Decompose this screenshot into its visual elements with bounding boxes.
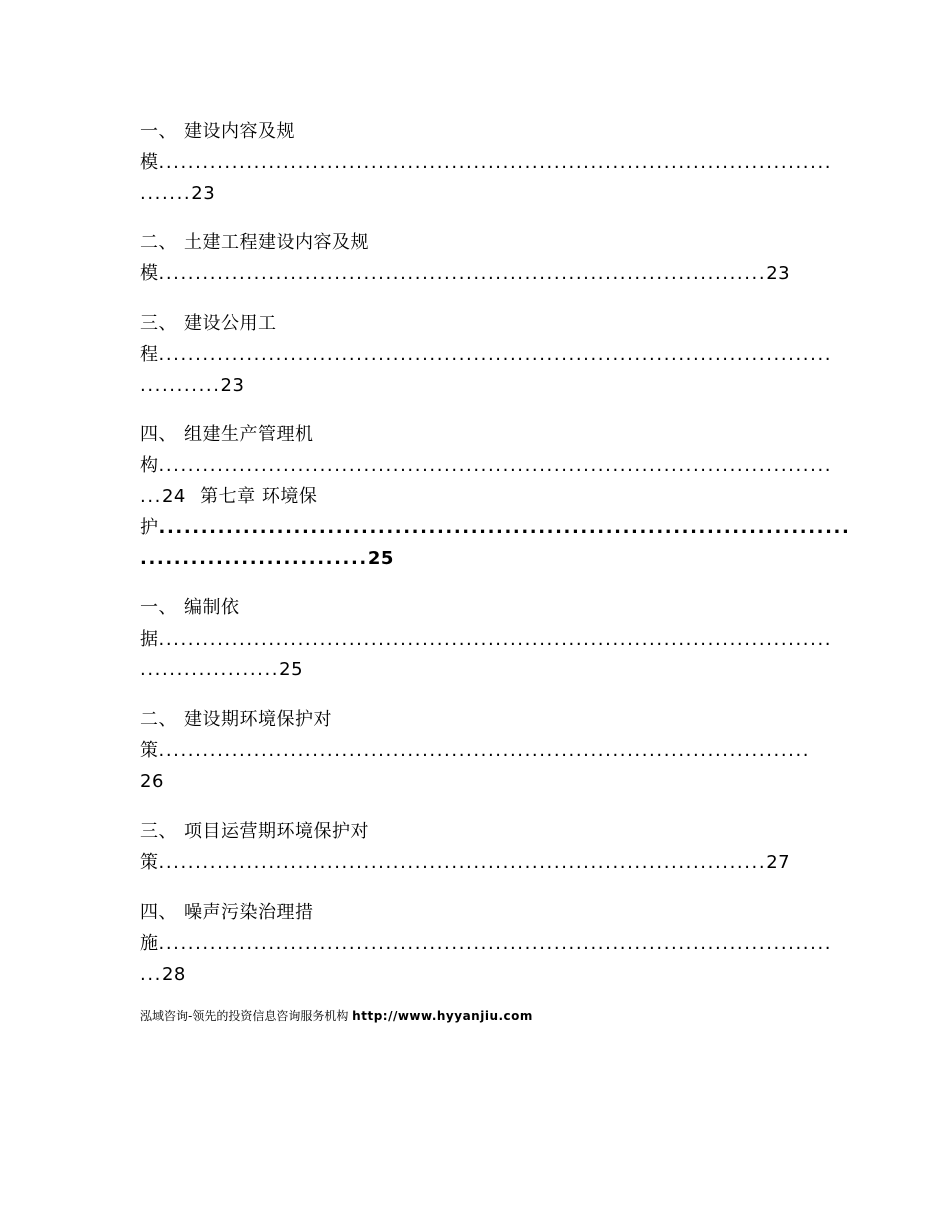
toc-leader-dots: ...................................................................................: [158, 263, 767, 284]
toc-chapter-title: 第七章 环境保: [200, 486, 318, 507]
footer-link[interactable]: http://www.hyyanjiu.com: [352, 1009, 533, 1023]
toc-entry-label-continued: 程: [140, 344, 159, 365]
toc-leader-dots: ............................................................................................: [158, 152, 833, 173]
toc-entry-title: [140, 817, 369, 847]
toc-entry-page-number[interactable]: 27: [766, 852, 791, 873]
toc-entry-label: 建设公用工: [184, 313, 277, 334]
toc-entry-label-continued: 策: [140, 852, 159, 873]
toc-leader-dots: ...........................: [140, 548, 368, 569]
toc-entry-page-number[interactable]: 23: [766, 263, 791, 284]
toc-chapter-leader: [140, 513, 850, 543]
toc-entry-page-number[interactable]: 26: [140, 771, 164, 792]
toc-entry-page-line: [140, 655, 303, 685]
toc-entry-page-number[interactable]: 25: [367, 548, 394, 569]
toc-leader-dots: ...................: [140, 659, 280, 680]
toc-entry-page-number[interactable]: 23: [191, 183, 216, 204]
toc-leader-dots: ...: [140, 486, 162, 507]
toc-leader-dots: ...................................................................................: [158, 852, 767, 873]
toc-entry-number: 四、: [140, 902, 177, 923]
toc-entry-page-number[interactable]: 25: [279, 659, 304, 680]
toc-entry-title: [140, 593, 240, 623]
toc-entry-leader: [140, 736, 810, 766]
toc-entry-leader: [140, 625, 832, 655]
footer-text: 泓域咨询-领先的投资信息咨询服务机构: [140, 1009, 349, 1023]
toc-entry-leader: [140, 148, 832, 178]
page-footer: [140, 1005, 533, 1027]
toc-entry-label: 土建工程建设内容及规: [184, 232, 369, 253]
toc-entry-number: 一、: [140, 121, 177, 142]
toc-leader-dots: ............................................................................................: [158, 629, 833, 650]
toc-entry-label-continued: 模: [140, 263, 159, 284]
toc-entry-page-line: [140, 371, 244, 401]
toc-entry-page-line: [140, 767, 164, 797]
toc-entry-page-line: [140, 179, 215, 209]
toc-entry-page-number[interactable]: 28: [161, 964, 186, 985]
toc-entry-title: [140, 705, 332, 735]
toc-entry-leader: [140, 848, 790, 878]
toc-leader-dots: ..................................................................................: [158, 517, 851, 538]
toc-leader-dots: ............................................................................................: [158, 344, 833, 365]
toc-entry-number: 二、: [140, 232, 177, 253]
toc-entry-label: 编制依: [184, 597, 240, 618]
toc-entry-title: [140, 228, 369, 258]
toc-entry-label-continued: 据: [140, 629, 159, 650]
toc-entry-label-continued: 模: [140, 152, 159, 173]
toc-entry-page-line: [140, 482, 317, 512]
toc-entry-leader: [140, 929, 832, 959]
toc-entry-label-continued: 策: [140, 740, 159, 761]
toc-chapter-page-line: [140, 544, 394, 574]
toc-leader-dots: ...........: [140, 375, 221, 396]
toc-entry-number: 二、: [140, 709, 177, 730]
toc-entry-label: 建设期环境保护对: [184, 709, 332, 730]
toc-entry-label-continued: 构: [140, 455, 159, 476]
toc-entry-title: [140, 117, 295, 147]
toc-leader-dots: ............................................................................................: [158, 933, 833, 954]
toc-entry-page-number[interactable]: 24: [161, 486, 186, 507]
toc-entry-title: [140, 898, 314, 928]
toc-entry-label: 组建生产管理机: [184, 424, 314, 445]
toc-entry-leader: [140, 259, 790, 289]
toc-leader-dots: ...: [140, 964, 162, 985]
toc-entry-page-number[interactable]: 23: [220, 375, 245, 396]
toc-entry-label: 项目运营期环境保护对: [184, 821, 369, 842]
toc-entry-title: [140, 309, 277, 339]
toc-entry-label: 噪声污染治理措: [184, 902, 314, 923]
toc-entry-label-continued: 护: [140, 517, 159, 538]
toc-leader-dots: ............................................................................................: [158, 455, 833, 476]
toc-entry-number: 三、: [140, 313, 177, 334]
toc-entry-number: 一、: [140, 597, 177, 618]
toc-entry-page-line: [140, 960, 186, 990]
toc-entry-label-continued: 施: [140, 933, 159, 954]
toc-leader-dots: .......: [140, 183, 192, 204]
toc-entry-number: 四、: [140, 424, 177, 445]
toc-entry-number: 三、: [140, 821, 177, 842]
toc-entry-leader: [140, 451, 832, 481]
toc-entry-leader: [140, 340, 832, 370]
toc-entry-label: 建设内容及规: [184, 121, 295, 142]
toc-leader-dots: .........................................................................................: [158, 740, 811, 761]
toc-entry-title: [140, 420, 314, 450]
